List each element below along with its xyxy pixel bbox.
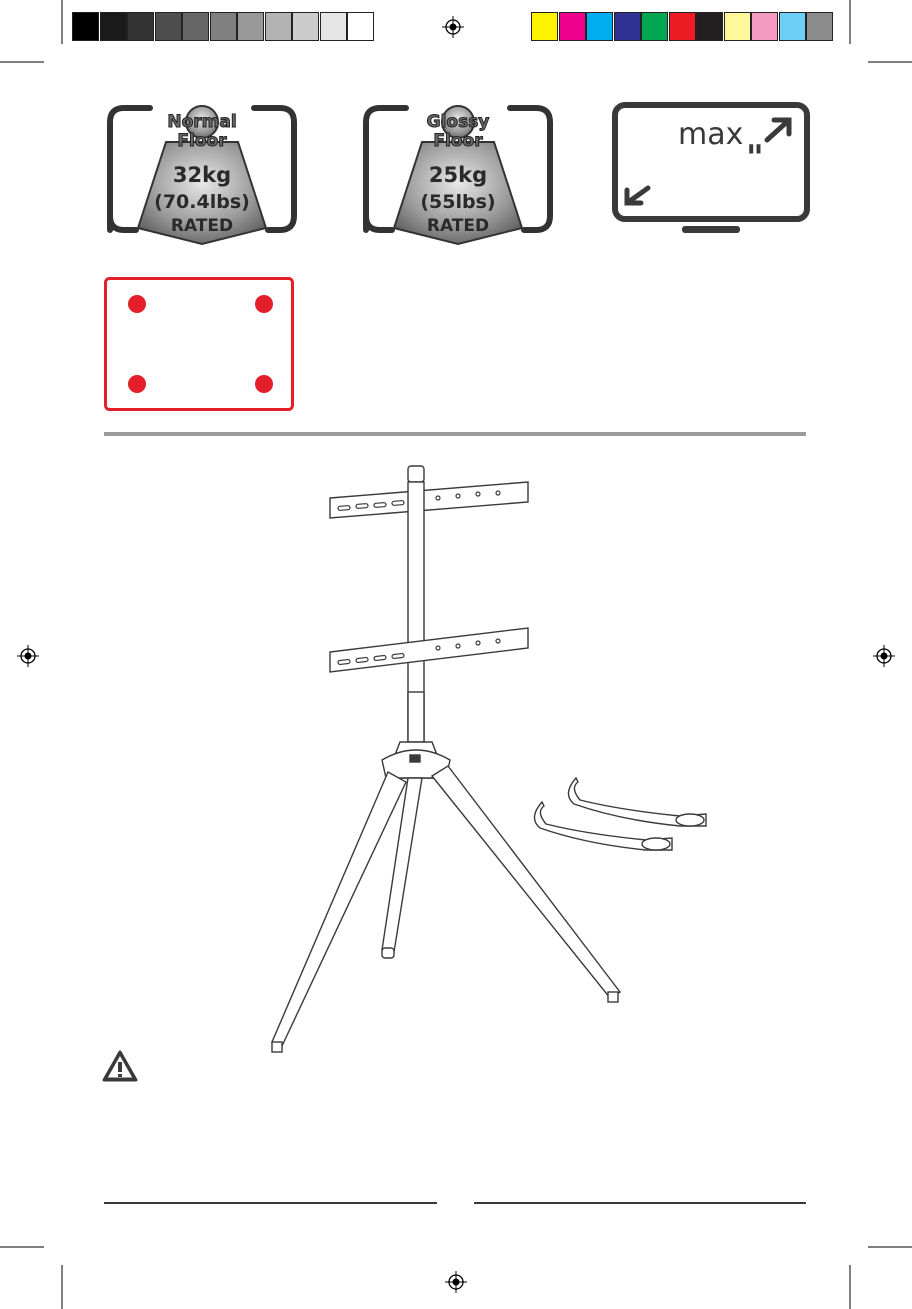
color-swatch xyxy=(696,12,723,41)
tv-max-label: max xyxy=(678,117,744,152)
color-swatch xyxy=(100,12,127,41)
color-swatch xyxy=(559,12,586,41)
weight-badge-glossy-floor xyxy=(360,104,556,248)
footer-rule-left xyxy=(104,1202,437,1204)
footer-rule-right xyxy=(474,1202,806,1204)
badge-rated: RATED xyxy=(170,216,234,236)
section-divider xyxy=(104,432,806,436)
registration-mark-icon xyxy=(873,645,895,667)
color-swatch xyxy=(155,12,182,41)
mounting-arms xyxy=(534,778,706,850)
tv-stand-illustration xyxy=(260,460,730,1060)
registration-mark-icon xyxy=(442,16,464,38)
color-swatch xyxy=(72,12,99,41)
color-swatch xyxy=(531,12,558,41)
color-swatch xyxy=(182,12,209,41)
badge-weight: 25kg xyxy=(428,163,488,187)
color-swatch xyxy=(614,12,641,41)
color-swatch xyxy=(779,12,806,41)
color-swatch xyxy=(806,12,833,41)
badge-weight-alt: (55lbs) xyxy=(420,191,496,213)
color-swatch xyxy=(237,12,264,41)
color-swatch xyxy=(347,12,374,41)
tv-inch-mark: " xyxy=(746,138,764,178)
badge-weight: 32kg xyxy=(172,163,232,187)
weight-badge-normal-floor xyxy=(104,104,300,248)
vesa-hole xyxy=(128,295,146,313)
registration-mark-icon xyxy=(445,1271,467,1293)
badge-weight-alt: (70.4lbs) xyxy=(154,191,250,213)
color-swatch xyxy=(751,12,778,41)
tv-size-icon xyxy=(612,102,810,238)
color-swatch xyxy=(724,12,751,41)
color-swatch xyxy=(292,12,319,41)
color-swatch xyxy=(210,12,237,41)
color-swatch xyxy=(586,12,613,41)
badge-line2: Floor xyxy=(433,131,483,151)
vesa-hole xyxy=(255,375,273,393)
warning-triangle-icon xyxy=(102,1049,138,1083)
badge-line2: Floor xyxy=(177,131,227,151)
color-swatch xyxy=(127,12,154,41)
vesa-hole xyxy=(128,375,146,393)
color-swatch xyxy=(265,12,292,41)
badge-line1: Glossy xyxy=(426,112,490,132)
vesa-pattern-icon xyxy=(103,276,295,412)
vesa-hole xyxy=(255,295,273,313)
color-swatch xyxy=(320,12,347,41)
badge-line1: Normal xyxy=(167,112,237,132)
color-swatch xyxy=(669,12,696,41)
badge-rated: RATED xyxy=(426,216,490,236)
color-swatch xyxy=(641,12,668,41)
registration-mark-icon xyxy=(17,645,39,667)
